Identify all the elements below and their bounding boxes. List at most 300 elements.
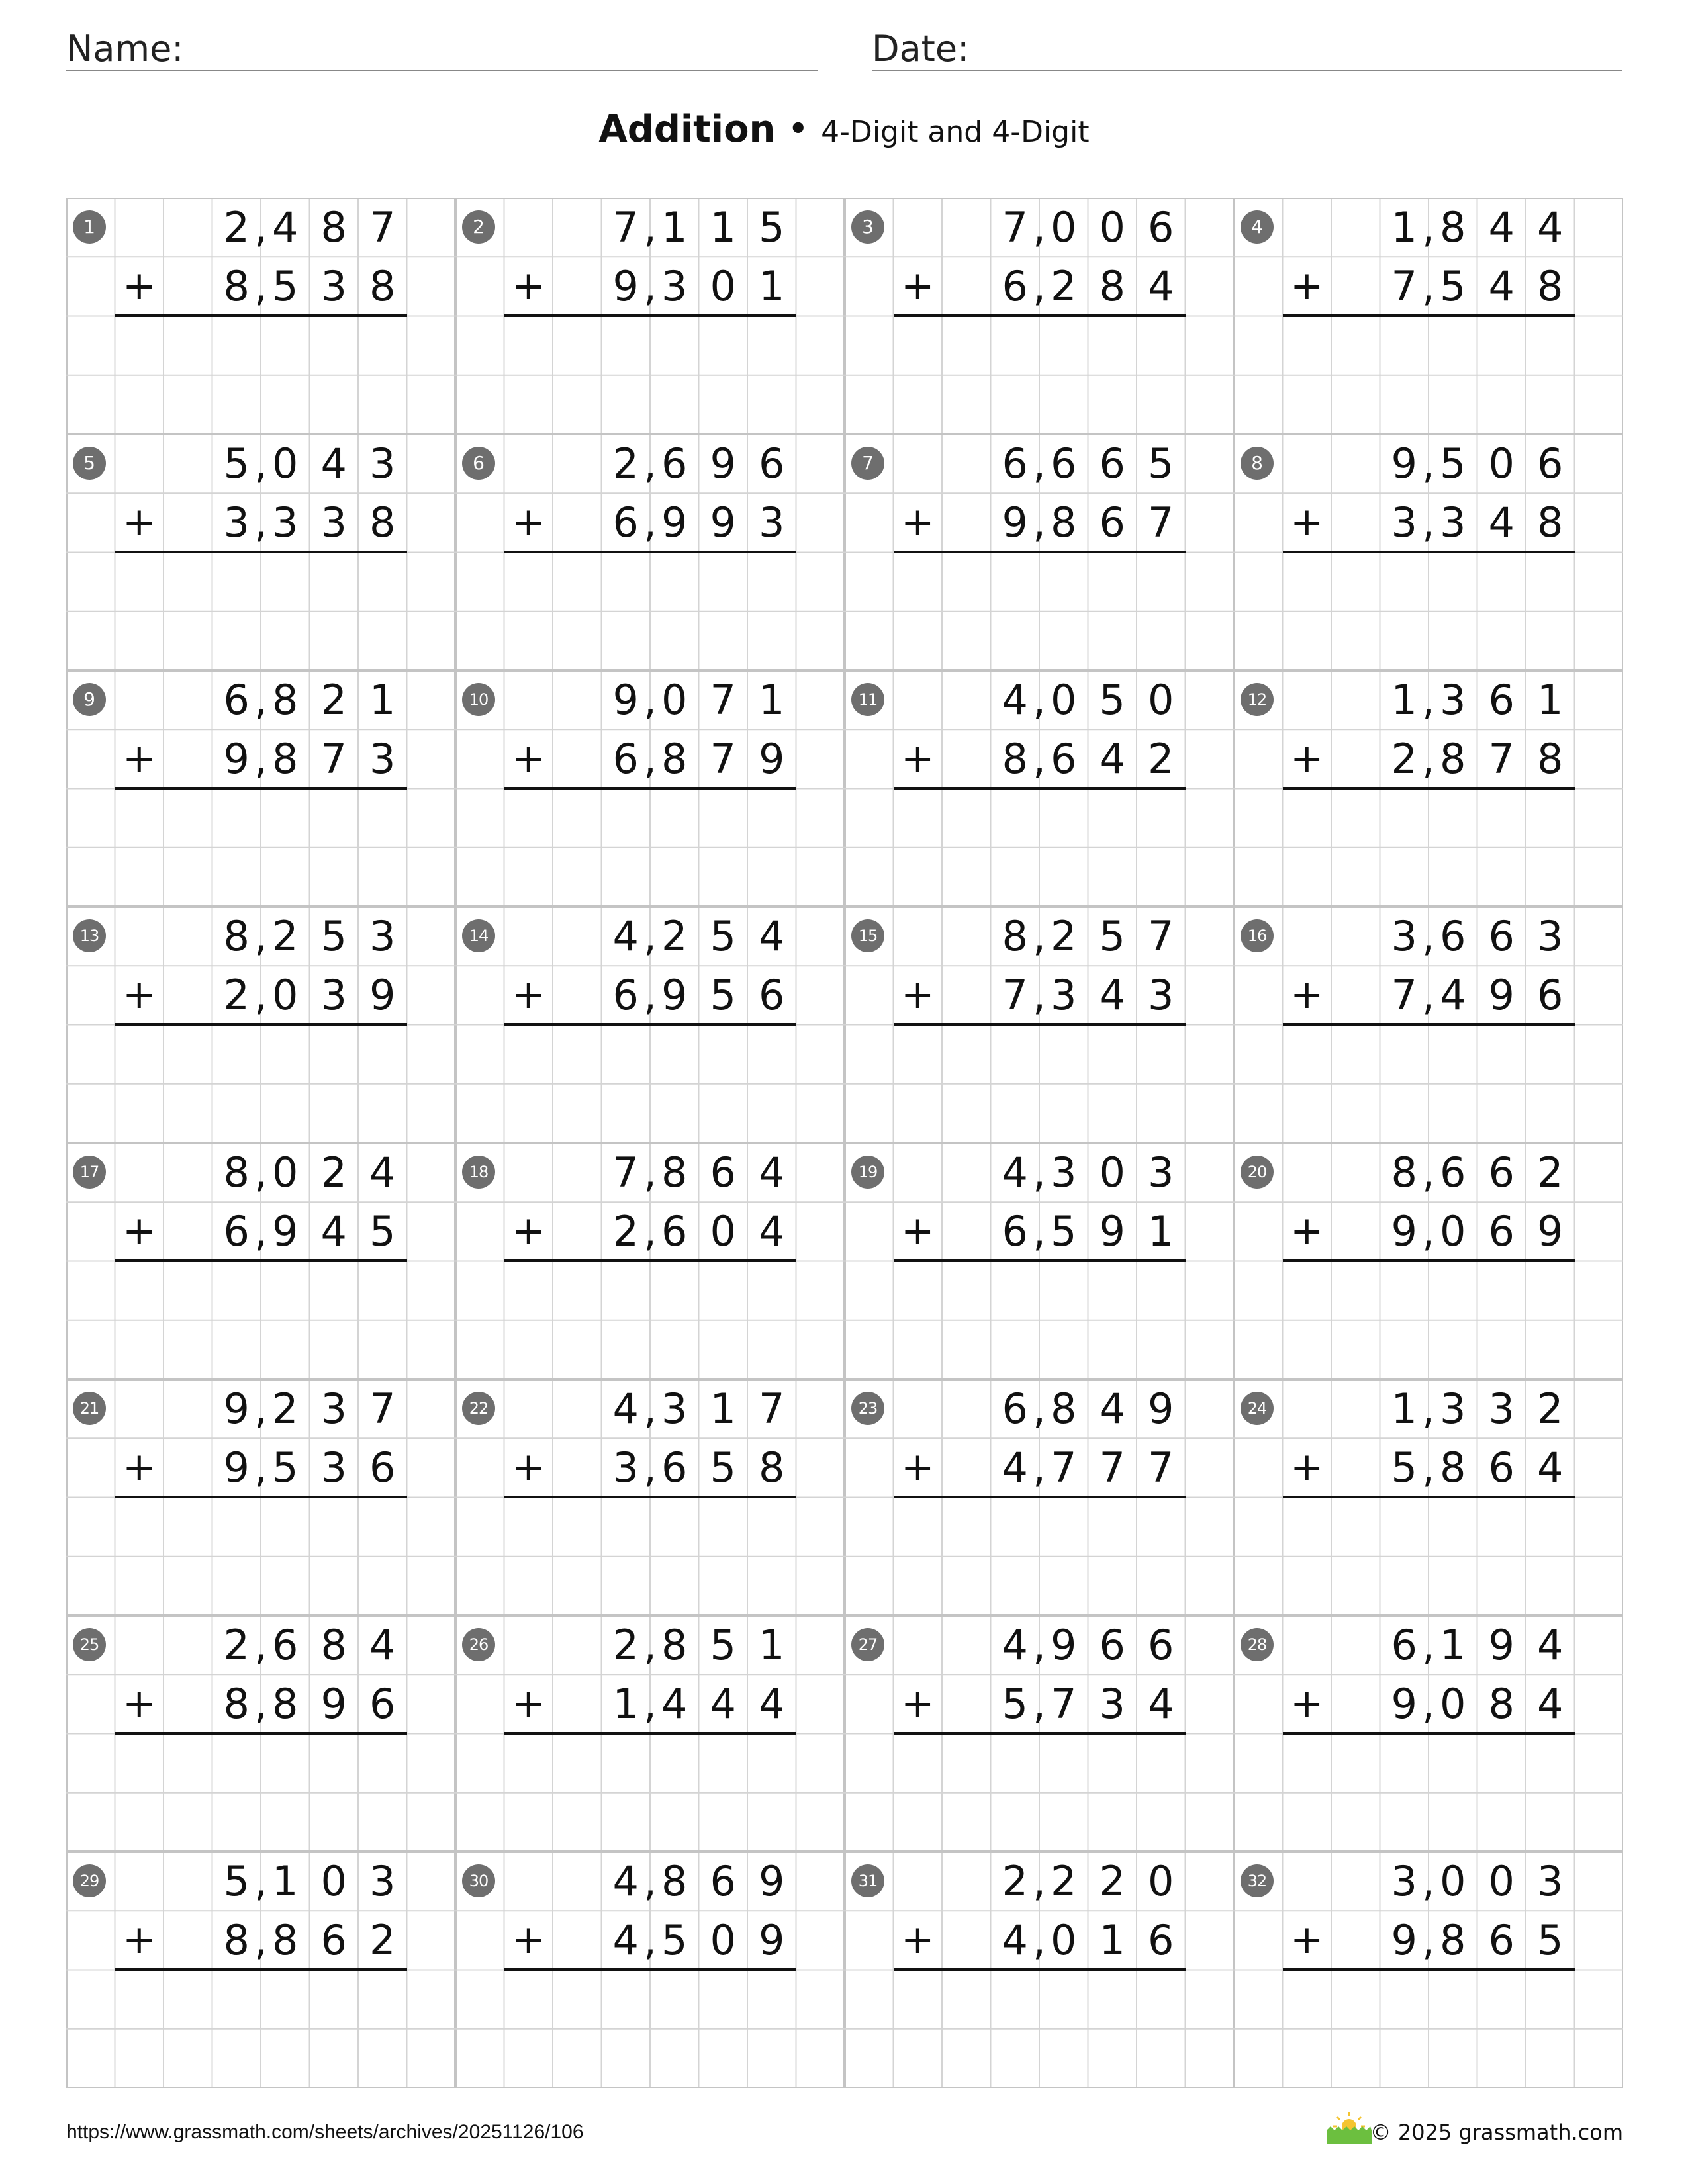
top-digit: 1 bbox=[710, 203, 736, 251]
bottom-digit: 8 bbox=[272, 1680, 299, 1729]
plus-sign: + bbox=[512, 1680, 545, 1727]
top-digit: 6 bbox=[1099, 1621, 1125, 1669]
top-digit: 2 bbox=[1537, 1148, 1564, 1197]
top-comma: , bbox=[254, 439, 267, 488]
plus-sign: + bbox=[512, 1208, 545, 1255]
answer-area[interactable] bbox=[115, 1261, 407, 1380]
bottom-comma: , bbox=[1033, 1207, 1046, 1256]
top-digit: 4 bbox=[759, 1148, 785, 1197]
top-digit: 5 bbox=[710, 912, 736, 960]
top-digit: 1 bbox=[661, 203, 688, 251]
top-digit: 6 bbox=[1099, 439, 1125, 488]
bottom-digit: 9 bbox=[1099, 1207, 1125, 1256]
bottom-digit: 9 bbox=[369, 971, 396, 1020]
top-comma: , bbox=[1422, 203, 1435, 251]
answer-area[interactable] bbox=[894, 1261, 1186, 1380]
problem-number-badge: 1 bbox=[73, 210, 106, 244]
bottom-digit: 3 bbox=[1391, 498, 1417, 547]
top-digit: 2 bbox=[1537, 1385, 1564, 1433]
bottom-digit: 6 bbox=[369, 1443, 396, 1492]
bottom-digit: 7 bbox=[1148, 498, 1174, 547]
top-digit: 9 bbox=[1051, 1621, 1077, 1669]
bottom-digit: 5 bbox=[1440, 262, 1466, 311]
top-digit: 2 bbox=[320, 1148, 347, 1197]
top-digit: 8 bbox=[320, 1621, 347, 1669]
top-digit: 2 bbox=[1051, 1857, 1077, 1905]
top-digit: 1 bbox=[369, 676, 396, 724]
top-digit: 6 bbox=[1148, 1621, 1174, 1669]
bottom-digit: 3 bbox=[1440, 498, 1466, 547]
answer-area[interactable] bbox=[504, 1970, 796, 2089]
bottom-comma: , bbox=[1422, 1680, 1435, 1729]
top-digit: 9 bbox=[223, 1385, 250, 1433]
problem-22 bbox=[455, 1379, 845, 1615]
bottom-comma: , bbox=[643, 1680, 657, 1729]
top-digit: 2 bbox=[272, 1385, 299, 1433]
top-digit: 7 bbox=[710, 676, 736, 724]
top-digit: 2 bbox=[612, 439, 639, 488]
answer-area[interactable] bbox=[894, 316, 1186, 435]
problem-30 bbox=[455, 1852, 845, 2088]
bottom-comma: , bbox=[643, 1916, 657, 1965]
answer-area[interactable] bbox=[504, 1734, 796, 1852]
top-digit: 0 bbox=[1148, 1857, 1174, 1905]
bottom-digit: 7 bbox=[1051, 1680, 1077, 1729]
top-digit: 9 bbox=[1488, 1621, 1515, 1669]
top-comma: , bbox=[1422, 912, 1435, 960]
answer-area[interactable] bbox=[1283, 1261, 1575, 1380]
bottom-comma: , bbox=[1422, 735, 1435, 784]
bottom-comma: , bbox=[1033, 498, 1046, 547]
problem-number-badge: 21 bbox=[73, 1392, 106, 1425]
top-digit: 7 bbox=[1148, 912, 1174, 960]
top-digit: 0 bbox=[1051, 676, 1077, 724]
answer-area[interactable] bbox=[115, 789, 407, 907]
bottom-digit: 2 bbox=[1148, 735, 1174, 784]
top-comma: , bbox=[1422, 676, 1435, 724]
top-digit: 0 bbox=[1148, 676, 1174, 724]
answer-area[interactable] bbox=[115, 1970, 407, 2089]
bottom-digit: 2 bbox=[1051, 262, 1077, 311]
top-digit: 8 bbox=[223, 912, 250, 960]
bottom-digit: 8 bbox=[1537, 498, 1564, 547]
bottom-digit: 8 bbox=[223, 1680, 250, 1729]
bottom-digit: 9 bbox=[1002, 498, 1028, 547]
answer-area[interactable] bbox=[115, 1498, 407, 1616]
top-digit: 3 bbox=[1440, 1385, 1466, 1433]
plus-sign: + bbox=[512, 735, 545, 782]
bottom-digit: 0 bbox=[1051, 1916, 1077, 1965]
top-digit: 0 bbox=[272, 1148, 299, 1197]
bottom-digit: 3 bbox=[320, 262, 347, 311]
top-digit: 2 bbox=[661, 912, 688, 960]
answer-area[interactable] bbox=[894, 789, 1186, 907]
top-comma: , bbox=[1033, 203, 1046, 251]
top-digit: 8 bbox=[320, 203, 347, 251]
bottom-digit: 4 bbox=[1537, 1443, 1564, 1492]
problem-17 bbox=[66, 1143, 455, 1379]
bottom-digit: 1 bbox=[1148, 1207, 1174, 1256]
plus-sign: + bbox=[122, 972, 156, 1019]
bottom-digit: 9 bbox=[272, 1207, 299, 1256]
top-digit: 5 bbox=[1099, 912, 1125, 960]
bottom-digit: 4 bbox=[759, 1207, 785, 1256]
plus-sign: + bbox=[1290, 499, 1324, 546]
bottom-digit: 3 bbox=[661, 262, 688, 311]
plus-sign: + bbox=[1290, 263, 1324, 310]
plus-sign: + bbox=[512, 263, 545, 310]
plus-sign: + bbox=[122, 1444, 156, 1491]
top-digit: 2 bbox=[612, 1621, 639, 1669]
bottom-comma: , bbox=[1422, 1916, 1435, 1965]
bottom-comma: , bbox=[1033, 1443, 1046, 1492]
problem-number-badge: 31 bbox=[851, 1864, 884, 1897]
top-digit: 5 bbox=[223, 439, 250, 488]
top-digit: 3 bbox=[1391, 912, 1417, 960]
problem-11 bbox=[845, 670, 1234, 907]
top-digit: 3 bbox=[1537, 1857, 1564, 1905]
bottom-digit: 7 bbox=[1051, 1443, 1077, 1492]
top-digit: 8 bbox=[1391, 1148, 1417, 1197]
problem-6 bbox=[455, 434, 845, 670]
top-comma: , bbox=[1422, 1621, 1435, 1669]
bottom-digit: 6 bbox=[223, 1207, 250, 1256]
bottom-digit: 6 bbox=[369, 1680, 396, 1729]
bottom-digit: 6 bbox=[1002, 262, 1028, 311]
problem-number-badge: 12 bbox=[1241, 683, 1274, 716]
answer-area[interactable] bbox=[504, 1025, 796, 1144]
bottom-comma: , bbox=[643, 971, 657, 1020]
name-field[interactable] bbox=[66, 25, 818, 71]
top-digit: 3 bbox=[369, 1857, 396, 1905]
top-comma: , bbox=[1422, 1385, 1435, 1433]
bottom-digit: 3 bbox=[1148, 971, 1174, 1020]
bottom-digit: 9 bbox=[1391, 1680, 1417, 1729]
bottom-digit: 8 bbox=[1440, 1443, 1466, 1492]
problem-number-badge: 2 bbox=[462, 210, 495, 244]
bottom-digit: 3 bbox=[320, 971, 347, 1020]
problem-number-badge: 32 bbox=[1241, 1864, 1274, 1897]
top-digit: 5 bbox=[320, 912, 347, 960]
footer-url[interactable]: https://www.grassmath.com/sheets/archives/20251126/106 bbox=[66, 2121, 584, 2143]
problem-number-badge: 15 bbox=[851, 919, 884, 952]
top-digit: 0 bbox=[661, 676, 688, 724]
problem-14 bbox=[455, 907, 845, 1143]
top-digit: 6 bbox=[223, 676, 250, 724]
problem-number-badge: 18 bbox=[462, 1156, 495, 1189]
bottom-digit: 9 bbox=[759, 735, 785, 784]
problem-number-badge: 22 bbox=[462, 1392, 495, 1425]
bottom-digit: 9 bbox=[1391, 1916, 1417, 1965]
top-digit: 0 bbox=[1099, 203, 1125, 251]
top-digit: 4 bbox=[1002, 676, 1028, 724]
top-digit: 2 bbox=[320, 676, 347, 724]
bottom-comma: , bbox=[1422, 1443, 1435, 1492]
top-digit: 6 bbox=[1440, 1148, 1466, 1197]
answer-area[interactable] bbox=[1283, 1025, 1575, 1144]
top-comma: , bbox=[643, 1148, 657, 1197]
answer-area[interactable] bbox=[115, 316, 407, 435]
bottom-digit: 1 bbox=[1099, 1916, 1125, 1965]
answer-area[interactable] bbox=[115, 1734, 407, 1852]
bottom-digit: 0 bbox=[710, 262, 736, 311]
top-digit: 6 bbox=[661, 439, 688, 488]
bottom-digit: 4 bbox=[1099, 735, 1125, 784]
top-digit: 2 bbox=[1099, 1857, 1125, 1905]
bottom-digit: 8 bbox=[1537, 262, 1564, 311]
problem-2 bbox=[455, 198, 845, 434]
bottom-comma: , bbox=[1422, 971, 1435, 1020]
problem-1 bbox=[66, 198, 455, 434]
bottom-digit: 4 bbox=[320, 1207, 347, 1256]
problem-number-badge: 23 bbox=[851, 1392, 884, 1425]
plus-sign: + bbox=[1290, 1444, 1324, 1491]
bottom-digit: 9 bbox=[1488, 971, 1515, 1020]
top-digit: 2 bbox=[223, 1621, 250, 1669]
top-digit: 4 bbox=[320, 439, 347, 488]
bottom-comma: , bbox=[254, 262, 267, 311]
top-digit: 1 bbox=[272, 1857, 299, 1905]
bottom-digit: 9 bbox=[661, 971, 688, 1020]
top-digit: 6 bbox=[1051, 439, 1077, 488]
bottom-digit: 5 bbox=[1051, 1207, 1077, 1256]
top-digit: 7 bbox=[369, 1385, 396, 1433]
top-comma: , bbox=[643, 1857, 657, 1905]
top-digit: 4 bbox=[369, 1148, 396, 1197]
bottom-digit: 4 bbox=[710, 1680, 736, 1729]
bottom-digit: 7 bbox=[1488, 735, 1515, 784]
problem-9 bbox=[66, 670, 455, 907]
top-digit: 8 bbox=[661, 1621, 688, 1669]
problem-number-badge: 25 bbox=[73, 1628, 106, 1661]
bottom-digit: 6 bbox=[612, 971, 639, 1020]
problem-number-badge: 8 bbox=[1241, 447, 1274, 480]
top-digit: 8 bbox=[661, 1148, 688, 1197]
plus-sign: + bbox=[512, 1917, 545, 1964]
top-digit: 0 bbox=[1488, 1857, 1515, 1905]
bottom-digit: 6 bbox=[1537, 971, 1564, 1020]
problem-25 bbox=[66, 1615, 455, 1852]
top-digit: 8 bbox=[1051, 1385, 1077, 1433]
answer-area[interactable] bbox=[894, 553, 1186, 671]
top-digit: 3 bbox=[1051, 1148, 1077, 1197]
plus-sign: + bbox=[122, 263, 156, 310]
problem-29 bbox=[66, 1852, 455, 2088]
top-digit: 3 bbox=[369, 439, 396, 488]
bottom-digit: 3 bbox=[759, 498, 785, 547]
top-digit: 3 bbox=[661, 1385, 688, 1433]
top-digit: 5 bbox=[710, 1621, 736, 1669]
top-digit: 4 bbox=[612, 1385, 639, 1433]
plus-sign: + bbox=[122, 499, 156, 546]
problem-number-badge: 26 bbox=[462, 1628, 495, 1661]
answer-area[interactable] bbox=[115, 553, 407, 671]
top-digit: 6 bbox=[1488, 1148, 1515, 1197]
bottom-digit: 2 bbox=[223, 971, 250, 1020]
bottom-digit: 4 bbox=[1537, 1680, 1564, 1729]
answer-area[interactable] bbox=[504, 553, 796, 671]
bottom-comma: , bbox=[1422, 498, 1435, 547]
answer-area[interactable] bbox=[1283, 316, 1575, 435]
problem-7 bbox=[845, 434, 1234, 670]
problem-32 bbox=[1234, 1852, 1623, 2088]
plus-sign: + bbox=[1290, 1680, 1324, 1727]
bottom-digit: 8 bbox=[759, 1443, 785, 1492]
answer-area[interactable] bbox=[1283, 1498, 1575, 1616]
problem-number-badge: 24 bbox=[1241, 1392, 1274, 1425]
bottom-digit: 4 bbox=[759, 1680, 785, 1729]
bottom-digit: 4 bbox=[612, 1916, 639, 1965]
problem-grid bbox=[66, 198, 1623, 2088]
top-digit: 4 bbox=[1537, 1621, 1564, 1669]
top-digit: 8 bbox=[272, 676, 299, 724]
answer-area[interactable] bbox=[1283, 1970, 1575, 2089]
top-digit: 2 bbox=[1002, 1857, 1028, 1905]
top-digit: 6 bbox=[1002, 439, 1028, 488]
bottom-digit: 6 bbox=[1488, 1207, 1515, 1256]
bottom-digit: 3 bbox=[320, 498, 347, 547]
top-digit: 4 bbox=[1002, 1148, 1028, 1197]
top-comma: , bbox=[643, 1385, 657, 1433]
problem-number-badge: 29 bbox=[73, 1864, 106, 1897]
top-digit: 1 bbox=[1391, 203, 1417, 251]
bottom-comma: , bbox=[1033, 735, 1046, 784]
top-digit: 4 bbox=[612, 1857, 639, 1905]
bottom-digit: 9 bbox=[612, 262, 639, 311]
bottom-digit: 3 bbox=[1051, 971, 1077, 1020]
bottom-digit: 8 bbox=[1488, 1680, 1515, 1729]
top-digit: 3 bbox=[1488, 1385, 1515, 1433]
bottom-comma: , bbox=[1422, 262, 1435, 311]
bottom-digit: 7 bbox=[1391, 971, 1417, 1020]
name-label: Name: bbox=[66, 28, 184, 69]
top-digit: 1 bbox=[710, 1385, 736, 1433]
problem-number-badge: 5 bbox=[73, 447, 106, 480]
top-digit: 5 bbox=[759, 203, 785, 251]
bottom-digit: 8 bbox=[1051, 498, 1077, 547]
top-digit: 4 bbox=[759, 912, 785, 960]
bottom-digit: 6 bbox=[612, 735, 639, 784]
bottom-digit: 9 bbox=[223, 1443, 250, 1492]
bottom-digit: 8 bbox=[661, 735, 688, 784]
top-digit: 9 bbox=[1148, 1385, 1174, 1433]
answer-area[interactable] bbox=[504, 316, 796, 435]
plus-sign: + bbox=[122, 735, 156, 782]
top-digit: 6 bbox=[1391, 1621, 1417, 1669]
answer-area[interactable] bbox=[894, 1970, 1186, 2089]
bottom-digit: 5 bbox=[272, 262, 299, 311]
top-digit: 4 bbox=[612, 912, 639, 960]
bottom-digit: 7 bbox=[1148, 1443, 1174, 1492]
top-digit: 6 bbox=[1440, 912, 1466, 960]
problem-12 bbox=[1234, 670, 1623, 907]
top-digit: 3 bbox=[369, 912, 396, 960]
plus-sign: + bbox=[901, 1208, 935, 1255]
top-digit: 6 bbox=[1148, 203, 1174, 251]
bottom-digit: 4 bbox=[1148, 1680, 1174, 1729]
bottom-digit: 6 bbox=[661, 1207, 688, 1256]
top-comma: , bbox=[254, 1857, 267, 1905]
problem-number-badge: 4 bbox=[1241, 210, 1274, 244]
plus-sign: + bbox=[1290, 972, 1324, 1019]
bottom-digit: 9 bbox=[320, 1680, 347, 1729]
answer-area[interactable] bbox=[115, 1025, 407, 1144]
bottom-digit: 9 bbox=[223, 735, 250, 784]
problem-number-badge: 20 bbox=[1241, 1156, 1274, 1189]
bottom-comma: , bbox=[254, 498, 267, 547]
bottom-digit: 2 bbox=[1391, 735, 1417, 784]
bottom-comma: , bbox=[1033, 1680, 1046, 1729]
answer-area[interactable] bbox=[894, 1498, 1186, 1616]
top-digit: 3 bbox=[1537, 912, 1564, 960]
top-digit: 1 bbox=[1391, 676, 1417, 724]
top-comma: , bbox=[1422, 1857, 1435, 1905]
bottom-comma: , bbox=[1033, 1916, 1046, 1965]
top-digit: 0 bbox=[1440, 1857, 1466, 1905]
date-label: Date: bbox=[872, 28, 970, 69]
problem-20 bbox=[1234, 1143, 1623, 1379]
bottom-digit: 4 bbox=[1099, 971, 1125, 1020]
answer-area[interactable] bbox=[1283, 553, 1575, 671]
plus-sign: + bbox=[1290, 1208, 1324, 1255]
top-comma: , bbox=[254, 912, 267, 960]
top-digit: 4 bbox=[1099, 1385, 1125, 1433]
bottom-digit: 0 bbox=[1440, 1207, 1466, 1256]
bottom-digit: 5 bbox=[661, 1916, 688, 1965]
top-comma: , bbox=[1033, 439, 1046, 488]
bottom-comma: , bbox=[254, 735, 267, 784]
bottom-digit: 4 bbox=[1002, 1916, 1028, 1965]
problem-number-badge: 30 bbox=[462, 1864, 495, 1897]
answer-area[interactable] bbox=[504, 789, 796, 907]
answer-area[interactable] bbox=[894, 1734, 1186, 1852]
top-digit: 3 bbox=[1440, 676, 1466, 724]
top-digit: 9 bbox=[759, 1857, 785, 1905]
bottom-digit: 0 bbox=[710, 1916, 736, 1965]
top-digit: 8 bbox=[223, 1148, 250, 1197]
top-digit: 6 bbox=[1537, 439, 1564, 488]
top-digit: 5 bbox=[223, 1857, 250, 1905]
bottom-digit: 3 bbox=[1099, 1680, 1125, 1729]
top-digit: 6 bbox=[1488, 676, 1515, 724]
problem-number-badge: 17 bbox=[73, 1156, 106, 1189]
bottom-digit: 0 bbox=[710, 1207, 736, 1256]
bottom-digit: 7 bbox=[1002, 971, 1028, 1020]
answer-area[interactable] bbox=[1283, 789, 1575, 907]
problem-number-badge: 16 bbox=[1241, 919, 1274, 952]
answer-area[interactable] bbox=[1283, 1734, 1575, 1852]
title-subtitle: 4-Digit and 4-Digit bbox=[821, 115, 1090, 149]
date-field[interactable] bbox=[872, 25, 1622, 71]
sun-over-grass-icon bbox=[1323, 2108, 1376, 2145]
top-digit: 3 bbox=[320, 1385, 347, 1433]
top-comma: , bbox=[643, 1621, 657, 1669]
answer-area[interactable] bbox=[504, 1498, 796, 1616]
plus-sign: + bbox=[901, 735, 935, 782]
bottom-digit: 9 bbox=[759, 1916, 785, 1965]
footer-copyright: © 2025 grassmath.com bbox=[1370, 2120, 1623, 2145]
top-digit: 6 bbox=[710, 1857, 736, 1905]
problem-26 bbox=[455, 1615, 845, 1852]
answer-area[interactable] bbox=[504, 1261, 796, 1380]
problem-number-badge: 19 bbox=[851, 1156, 884, 1189]
plus-sign: + bbox=[901, 1917, 935, 1964]
top-digit: 4 bbox=[369, 1621, 396, 1669]
bottom-comma: , bbox=[643, 735, 657, 784]
bottom-comma: , bbox=[643, 1443, 657, 1492]
problem-13 bbox=[66, 907, 455, 1143]
answer-area[interactable] bbox=[894, 1025, 1186, 1144]
